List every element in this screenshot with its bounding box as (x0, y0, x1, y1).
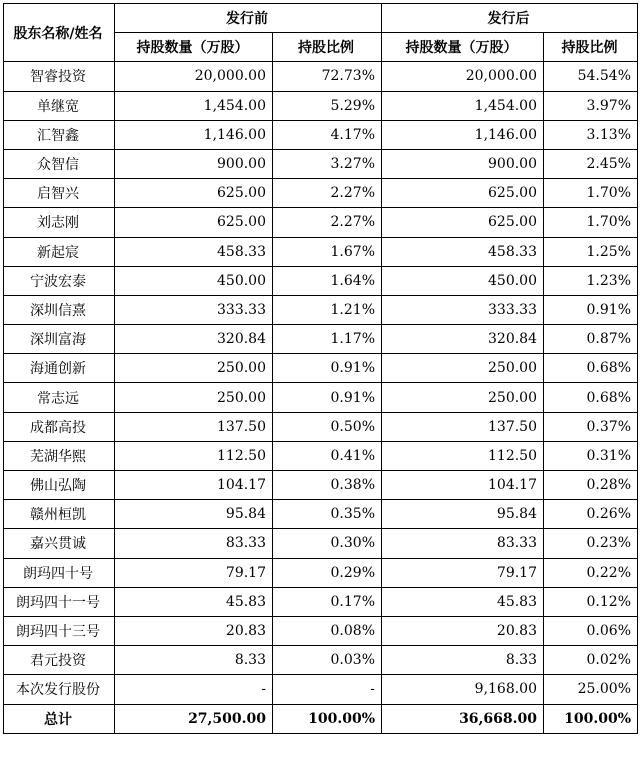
shareholder-name-cell: 芜湖华熙 (4, 441, 115, 470)
shareholder-name-cell: 刘志刚 (4, 208, 115, 237)
before-ratio-cell: 2.27% (273, 179, 382, 208)
header-shareholder-name: 股东名称/姓名 (4, 4, 115, 62)
shareholder-name-cell: 佛山弘陶 (4, 471, 115, 500)
after-ratio-cell: 0.26% (544, 500, 638, 529)
after-shares-cell: 900.00 (382, 149, 544, 178)
after-shares-cell: 250.00 (382, 354, 544, 383)
shareholder-name-cell: 汇智鑫 (4, 120, 115, 149)
before-ratio-cell: 2.27% (273, 208, 382, 237)
table-row (4, 149, 638, 178)
shareholder-name-cell: 常志远 (4, 383, 115, 412)
table-row (4, 441, 638, 470)
after-shares-cell: 20,000.00 (382, 62, 544, 91)
table-row (4, 208, 638, 237)
table-row (4, 500, 638, 529)
after-shares-cell: 95.84 (382, 500, 544, 529)
shareholder-name-cell: 深圳信熹 (4, 295, 115, 324)
total-label: 总计 (4, 704, 115, 733)
before-ratio-cell: 0.08% (273, 616, 382, 645)
table-row (4, 412, 638, 441)
before-ratio-cell: 0.50% (273, 412, 382, 441)
before-ratio-cell: 4.17% (273, 120, 382, 149)
before-shares-cell: 20.83 (115, 616, 273, 645)
before-ratio-cell: 1.21% (273, 295, 382, 324)
table-row (4, 266, 638, 295)
after-shares-cell: 625.00 (382, 179, 544, 208)
after-shares-cell: 83.33 (382, 529, 544, 558)
after-ratio-cell: 0.22% (544, 558, 638, 587)
shareholder-name-cell: 智睿投资 (4, 62, 115, 91)
before-shares-cell: 8.33 (115, 646, 273, 675)
table-row (4, 471, 638, 500)
shareholder-name-cell: 深圳富海 (4, 325, 115, 354)
table-row (4, 91, 638, 120)
after-ratio-cell: 0.87% (544, 325, 638, 354)
after-ratio-cell: 0.23% (544, 529, 638, 558)
before-shares-cell: 137.50 (115, 412, 273, 441)
before-shares-cell: 1,454.00 (115, 91, 273, 120)
total-before-shares: 27,500.00 (115, 704, 273, 733)
before-shares-cell: 104.17 (115, 471, 273, 500)
shareholder-name-cell: 新起宸 (4, 237, 115, 266)
before-ratio-cell: 0.38% (273, 471, 382, 500)
table-row (4, 295, 638, 324)
before-shares-cell: 83.33 (115, 529, 273, 558)
before-ratio-cell: 0.35% (273, 500, 382, 529)
shareholder-name-cell: 朗玛四十号 (4, 558, 115, 587)
before-ratio-cell: 1.17% (273, 325, 382, 354)
after-ratio-cell: 1.25% (544, 237, 638, 266)
after-shares-cell: 333.33 (382, 295, 544, 324)
after-ratio-cell: 25.00% (544, 675, 638, 704)
after-ratio-cell: 0.91% (544, 295, 638, 324)
table-row (4, 558, 638, 587)
total-before-ratio: 100.00% (273, 704, 382, 733)
after-shares-cell: 450.00 (382, 266, 544, 295)
shareholder-name-cell: 君元投资 (4, 646, 115, 675)
table-row (4, 383, 638, 412)
after-ratio-cell: 3.13% (544, 120, 638, 149)
before-shares-cell: 900.00 (115, 149, 273, 178)
shareholder-name-cell: 赣州桓凯 (4, 500, 115, 529)
before-ratio-cell: 3.27% (273, 149, 382, 178)
after-shares-cell: 9,168.00 (382, 675, 544, 704)
before-ratio-cell: 0.29% (273, 558, 382, 587)
before-shares-cell: 625.00 (115, 208, 273, 237)
header-before-ratio: 持股比例 (273, 33, 382, 62)
after-ratio-cell: 0.37% (544, 412, 638, 441)
shareholder-name-cell: 海通创新 (4, 354, 115, 383)
shareholder-name-cell: 朗玛四十三号 (4, 616, 115, 645)
before-shares-cell: 320.84 (115, 325, 273, 354)
before-shares-cell: 250.00 (115, 383, 273, 412)
before-ratio-cell: 5.29% (273, 91, 382, 120)
before-ratio-cell: 1.67% (273, 237, 382, 266)
before-ratio-cell: 0.17% (273, 587, 382, 616)
after-shares-cell: 250.00 (382, 383, 544, 412)
after-shares-cell: 1,454.00 (382, 91, 544, 120)
table-row (4, 675, 638, 704)
after-shares-cell: 104.17 (382, 471, 544, 500)
before-shares-cell: 250.00 (115, 354, 273, 383)
before-shares-cell: 625.00 (115, 179, 273, 208)
table-row (4, 120, 638, 149)
shareholder-name-cell: 宁波宏泰 (4, 266, 115, 295)
before-shares-cell: - (115, 675, 273, 704)
header-after-issuance: 发行后 (382, 4, 638, 33)
after-ratio-cell: 0.31% (544, 441, 638, 470)
header-before-shares: 持股数量（万股） (115, 33, 273, 62)
after-shares-cell: 320.84 (382, 325, 544, 354)
shareholder-name-cell: 众智信 (4, 149, 115, 178)
before-shares-cell: 112.50 (115, 441, 273, 470)
after-shares-cell: 137.50 (382, 412, 544, 441)
after-ratio-cell: 3.97% (544, 91, 638, 120)
after-ratio-cell: 0.12% (544, 587, 638, 616)
after-ratio-cell: 0.28% (544, 471, 638, 500)
before-ratio-cell: 1.64% (273, 266, 382, 295)
before-ratio-cell: - (273, 675, 382, 704)
shareholder-name-cell: 成都高投 (4, 412, 115, 441)
total-after-ratio: 100.00% (544, 704, 638, 733)
after-shares-cell: 112.50 (382, 441, 544, 470)
before-shares-cell: 1,146.00 (115, 120, 273, 149)
header-after-shares: 持股数量（万股） (382, 33, 544, 62)
before-shares-cell: 333.33 (115, 295, 273, 324)
before-ratio-cell: 0.91% (273, 354, 382, 383)
before-shares-cell: 20,000.00 (115, 62, 273, 91)
after-shares-cell: 458.33 (382, 237, 544, 266)
shareholder-name-cell: 单继宽 (4, 91, 115, 120)
shareholding-table (3, 3, 638, 734)
shareholder-name-cell: 本次发行股份 (4, 675, 115, 704)
before-ratio-cell: 0.91% (273, 383, 382, 412)
header-before-issuance: 发行前 (115, 4, 382, 33)
before-shares-cell: 450.00 (115, 266, 273, 295)
after-ratio-cell: 0.68% (544, 383, 638, 412)
table-row (4, 529, 638, 558)
before-shares-cell: 95.84 (115, 500, 273, 529)
before-shares-cell: 458.33 (115, 237, 273, 266)
after-ratio-cell: 54.54% (544, 62, 638, 91)
before-shares-cell: 45.83 (115, 587, 273, 616)
table-row (4, 62, 638, 91)
table-row (4, 354, 638, 383)
after-ratio-cell: 1.70% (544, 179, 638, 208)
after-shares-cell: 45.83 (382, 587, 544, 616)
shareholder-name-cell: 嘉兴贯诚 (4, 529, 115, 558)
shareholder-name-cell: 启智兴 (4, 179, 115, 208)
after-shares-cell: 8.33 (382, 646, 544, 675)
before-ratio-cell: 0.30% (273, 529, 382, 558)
table-row (4, 587, 638, 616)
shareholder-name-cell: 朗玛四十一号 (4, 587, 115, 616)
total-row (4, 704, 638, 733)
after-ratio-cell: 0.68% (544, 354, 638, 383)
before-ratio-cell: 0.03% (273, 646, 382, 675)
total-after-shares: 36,668.00 (382, 704, 544, 733)
after-ratio-cell: 1.23% (544, 266, 638, 295)
before-ratio-cell: 72.73% (273, 62, 382, 91)
after-ratio-cell: 1.70% (544, 208, 638, 237)
after-shares-cell: 79.17 (382, 558, 544, 587)
after-ratio-cell: 0.02% (544, 646, 638, 675)
after-ratio-cell: 0.06% (544, 616, 638, 645)
header-after-ratio: 持股比例 (544, 33, 638, 62)
table-row (4, 616, 638, 645)
header-row-group (4, 4, 638, 33)
after-shares-cell: 20.83 (382, 616, 544, 645)
table-row (4, 179, 638, 208)
table-row (4, 237, 638, 266)
after-ratio-cell: 2.45% (544, 149, 638, 178)
table-body (4, 62, 638, 704)
after-shares-cell: 625.00 (382, 208, 544, 237)
table-row (4, 646, 638, 675)
table-row (4, 325, 638, 354)
before-shares-cell: 79.17 (115, 558, 273, 587)
before-ratio-cell: 0.41% (273, 441, 382, 470)
after-shares-cell: 1,146.00 (382, 120, 544, 149)
